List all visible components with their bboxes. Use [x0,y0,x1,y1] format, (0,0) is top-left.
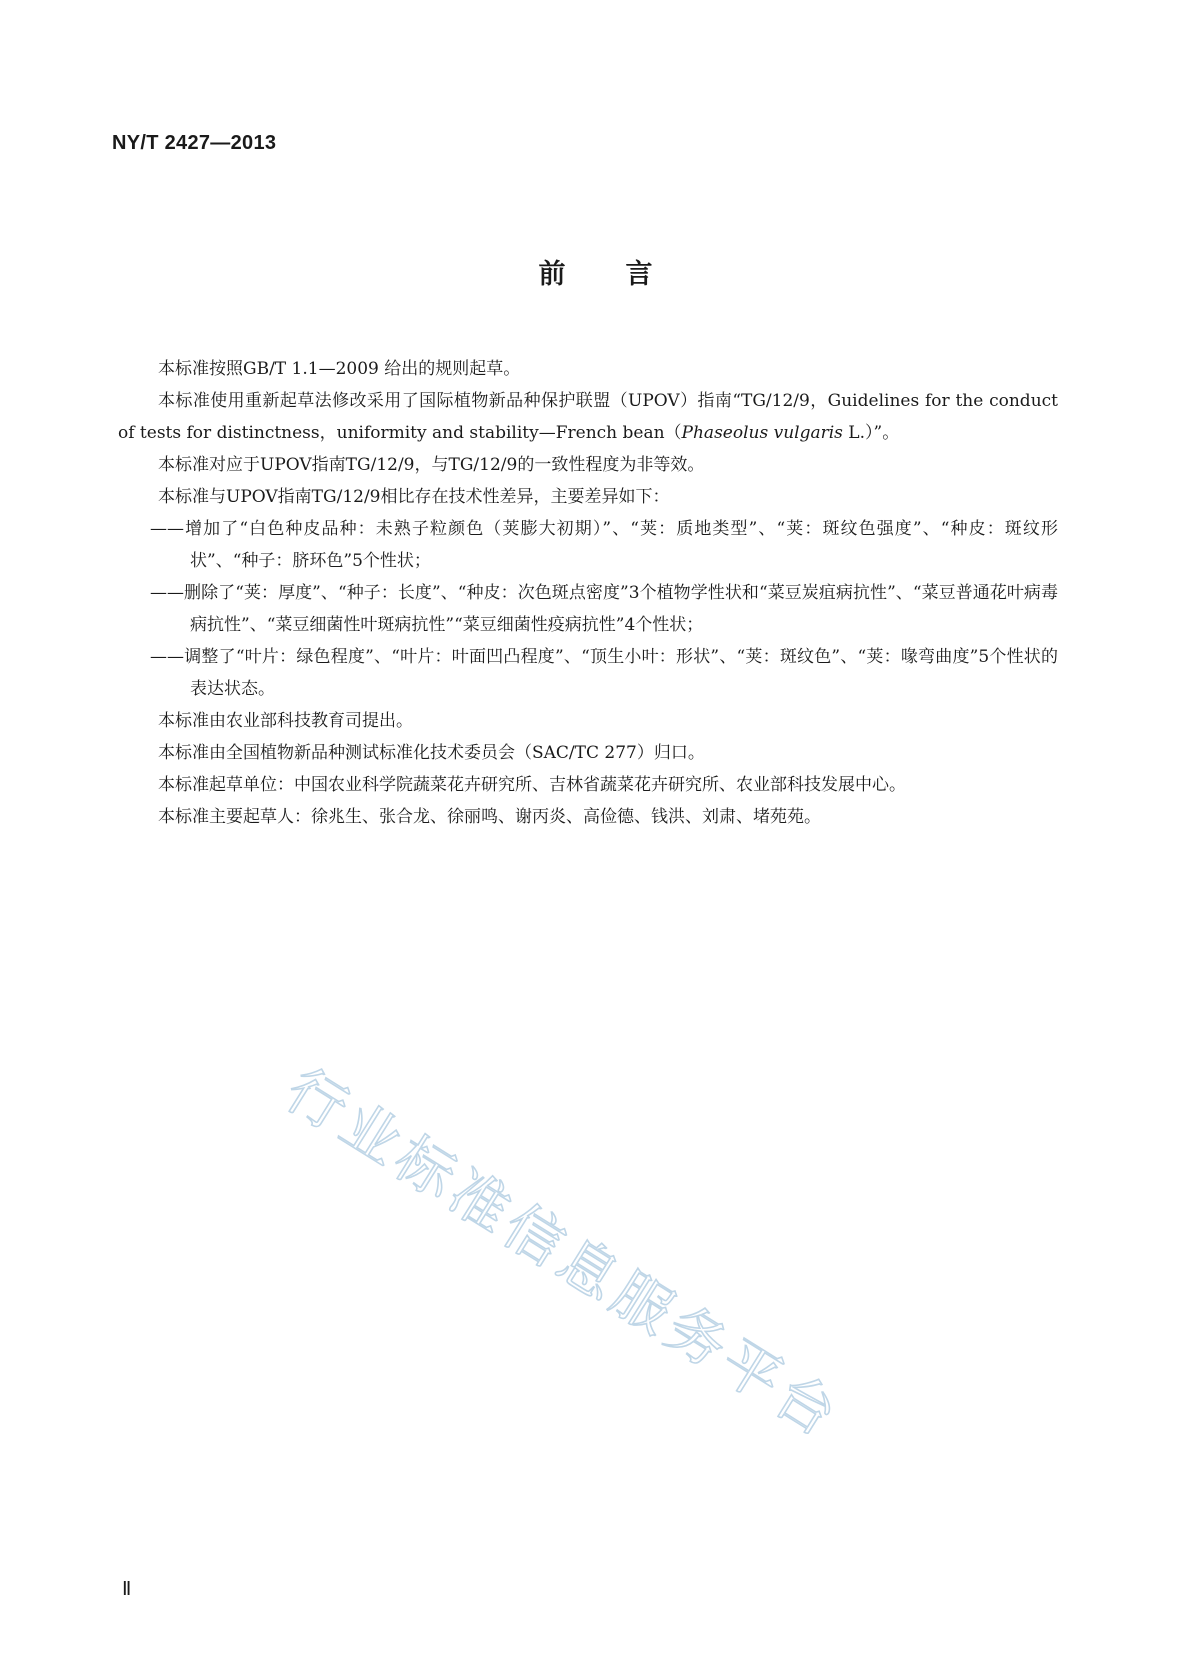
foreword-body [118,353,1058,833]
difference-item-added: ——增加了“白色种皮品种：未熟子粒颜色（荚膨大初期）”、“荚：质地类型”、“荚：斑纹色强度”、“种皮：斑纹形状”、“种子：脐环色”5个性状； [150,519,1058,571]
paragraph-committee: 本标准由全国植物新品种测试标准化技术委员会（SAC/TC 277）归口。 [158,743,705,763]
paragraph-upov-adoption [118,385,1058,449]
paragraph-drafting-rules: 本标准按照GB/T 1.1—2009 给出的规则起草。 [158,359,521,379]
paragraph-consistency: 本标准对应于UPOV指南TG/12/9，与TG/12/9的一致性程度为非等效。 [158,455,705,475]
latin-species-name: Phaseolus vulgaris [681,423,843,443]
difference-item-deleted: ——删除了“荚：厚度”、“种子：长度”、“种皮：次色斑点密度”3个植物学性状和“菜豆炭疽病抗性”、“菜豆普通花叶病毒病抗性”、“菜豆细菌性叶斑病抗性”“菜豆细菌性疫病抗性”4个性状； [150,583,1058,635]
standard-code: NY/T 2427—2013 [112,132,277,154]
paragraph-drafters: 本标准主要起草人：徐兆生、张合龙、徐丽鸣、谢丙炎、高俭德、钱洪、刘肃、堵苑苑。 [158,807,821,827]
upov-adoption-text: 本标准使用重新起草法修改采用了国际植物新品种保护联盟（UPOV）指南“TG/12/9，Guidelines for the conduct of tests for distinctness，uniformity and stability—French bean（ [118,391,1058,443]
watermark: 行业标准信息服务平台 [274,1055,854,1453]
difference-item-adjusted: ——调整了“叶片：绿色程度”、“叶片：叶面凹凸程度”、“顶生小叶：形状”、“荚：斑纹色”、“荚：喙弯曲度”5个性状的表达状态。 [150,647,1058,699]
page-number: Ⅱ [122,1579,132,1600]
paragraph-drafting-units: 本标准起草单位：中国农业科学院蔬菜花卉研究所、吉林省蔬菜花卉研究所、农业部科技发展中心。 [158,775,906,795]
latin-suffix: L.）”。 [842,423,900,443]
page-title: 前言 [538,259,713,290]
paragraph-proposer: 本标准由农业部科技教育司提出。 [158,711,413,731]
paragraph-differences-intro: 本标准与UPOV指南TG/12/9相比存在技术性差异，主要差异如下： [158,487,670,507]
